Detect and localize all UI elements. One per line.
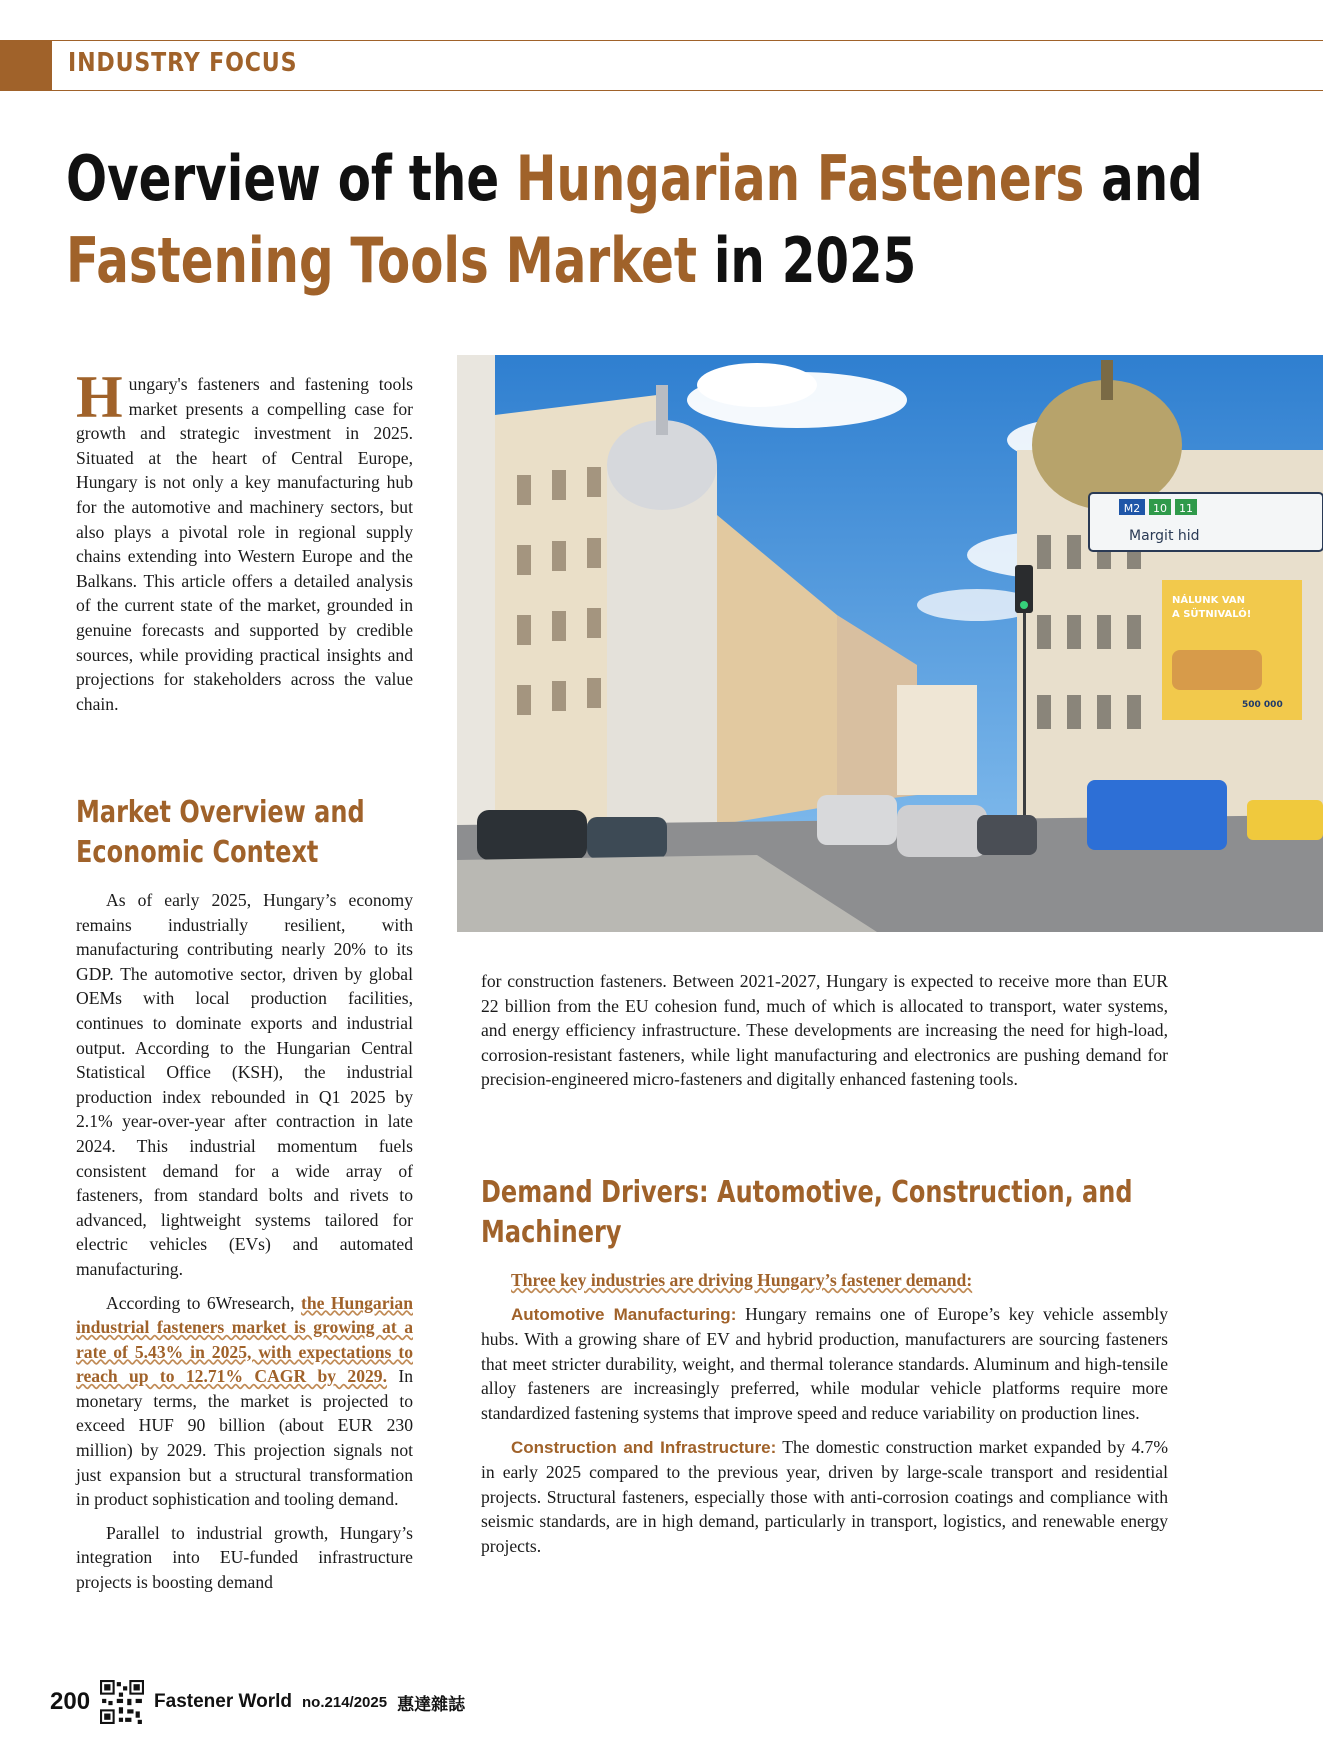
section2-subheading: Three key industries are driving Hungary’s fastener demand: [511, 1270, 973, 1290]
automotive-paragraph [481, 1302, 1168, 1426]
header-top-rule [0, 40, 1323, 41]
right-column-body [481, 1268, 1168, 1568]
sign-destination: Margit hid [1129, 528, 1200, 544]
p2-pre: According to 6Wresearch, [106, 1292, 301, 1313]
construction-paragraph [481, 1435, 1168, 1559]
right-column [481, 969, 1168, 1101]
sign-line-m2: M2 [1123, 502, 1141, 515]
billboard-line1: NÁLUNK VAN [1172, 595, 1246, 606]
budapest-street-photo [457, 355, 1323, 932]
section-label: INDUSTRY FOCUS [68, 48, 298, 78]
title-part3: and [1084, 142, 1203, 215]
section1-paragraph-2 [76, 1291, 413, 1512]
section1-paragraph-1: As of early 2025, Hungary’s economy remains industrially resilient, with manufacturing contributing nearly 20% to its GDP. The automotive sector, driven by global OEMs with local production facilities, continues to dominate exports and industrial output. According to the Hungarian Central Statistical Office (KSH), the industrial production index rebounded in Q1 2025 by 2.1% year-over-year after contraction in late 2024. This industrial momentum fuels consistent demand for a wide array of fasteners, from standard bolts and rivets to advanced, lightweight systems tailored for electric vehicles (EVs) and automated manufacturing. [76, 890, 413, 1279]
billboard-line2: A SÜTNIVALÓ! [1172, 609, 1252, 620]
title-part2: Hungarian Fasteners [515, 142, 1085, 215]
automotive-label: Automotive Manufacturing: [511, 1304, 737, 1324]
p2-post: In monetary terms, the market is projected to exceed HUF 90 billion (about EUR 230 million) by 2029. This projection signals not just expansion but a structural transformation in product sophistication and tooling demand. [76, 1366, 413, 1510]
magazine-chinese-name: 惠達雜誌 [397, 1694, 466, 1715]
section1-heading-line2: Economic Context [76, 835, 319, 870]
title-part4: Fastening Tools Market [66, 224, 698, 297]
qr-code-icon[interactable] [100, 1680, 144, 1724]
sign-line-10: 10 [1153, 502, 1167, 515]
intro-text: ungary's fasteners and fastening tools market presents a compelling case for growth and strategic investment in 2025. Situated at the heart of Central Europe, Hungary is not only a key manufacturing hub for the automotive and machinery sectors, but also plays a pivotal role in regional supply chains extending into Western Europe and the Balkans. This article offers a detailed analysis of the current state of the market, grounded in genuine forecasts and supported by credible sources, while providing practical insights and projections for stakeholders across the value chain. [76, 374, 413, 714]
intro-paragraph [76, 364, 413, 716]
magazine-name: Fastener World [154, 1691, 293, 1712]
street-sign [1089, 493, 1323, 551]
title-part5: in 2025 [697, 224, 917, 297]
section2-heading [481, 1173, 1323, 1253]
section2-heading-line2: Machinery [481, 1215, 622, 1250]
section1-heading [76, 793, 496, 873]
section-color-tab [0, 41, 52, 91]
construction-text: The domestic construction market expanded by 4.7% in early 2025 compared to the previous year, driven by large-scale transport and residential projects. Structural fasteners, especially those with anti-corrosion coatings and compliance with seismic standards, are in high demand, particularly in transport, logistics, and renewable energy projects. [481, 1436, 1168, 1556]
construction-label: Construction and Infrastructure: [511, 1437, 777, 1457]
left-column [76, 364, 413, 716]
billboard [1162, 580, 1302, 720]
left-column-body [76, 888, 413, 1595]
section1-paragraph-3-continued: for construction fasteners. Between 2021-2027, Hungary is expected to receive more than EUR 22 billion from the EU cohesion fund, much of which is allocated to transport, water systems, and energy efficiency infrastructure. These developments are increasing the need for high-load, corrosion-resistant fasteners, while light manufacturing and electronics are pushing demand for precision-engineered micro-fasteners and digitally enhanced fastening tools. [481, 971, 1168, 1090]
page-footer [50, 1682, 465, 1722]
drop-cap: H [76, 364, 123, 430]
growth-highlight: the Hungarian industrial fasteners market is growing at a rate of 5.43% in 2025, with expectations to reach up to 12.71% CAGR by 2029. [76, 1292, 413, 1387]
issue-number: no.214/2025 [302, 1693, 388, 1711]
page-number: 200 [50, 1688, 91, 1715]
billboard-price: 500 000 [1242, 700, 1283, 710]
automotive-text: Hungary remains one of Europe’s key vehicle assembly hubs. With a growing share of EV and hybrid production, manufacturers are sourcing fasteners that meet stricter durability, weight, and thermal tolerance standards. Aluminum and high-tensile alloy fasteners are increasingly preferred, while modular vehicle platforms require more standardized fastening systems that improve speed and reduce variability on production lines. [481, 1303, 1168, 1423]
section1-paragraph-3: Parallel to industrial growth, Hungary’s integration into EU-funded infrastructure projects is boosting demand [76, 1522, 413, 1593]
section2-heading-line1: Demand Drivers: Automotive, Construction, and [481, 1175, 1133, 1210]
article-title [66, 138, 1203, 302]
header-bottom-rule [52, 90, 1323, 91]
sign-line-11: 11 [1179, 502, 1193, 515]
section1-heading-line1: Market Overview and [76, 795, 365, 830]
title-part1: Overview of the [66, 142, 516, 215]
